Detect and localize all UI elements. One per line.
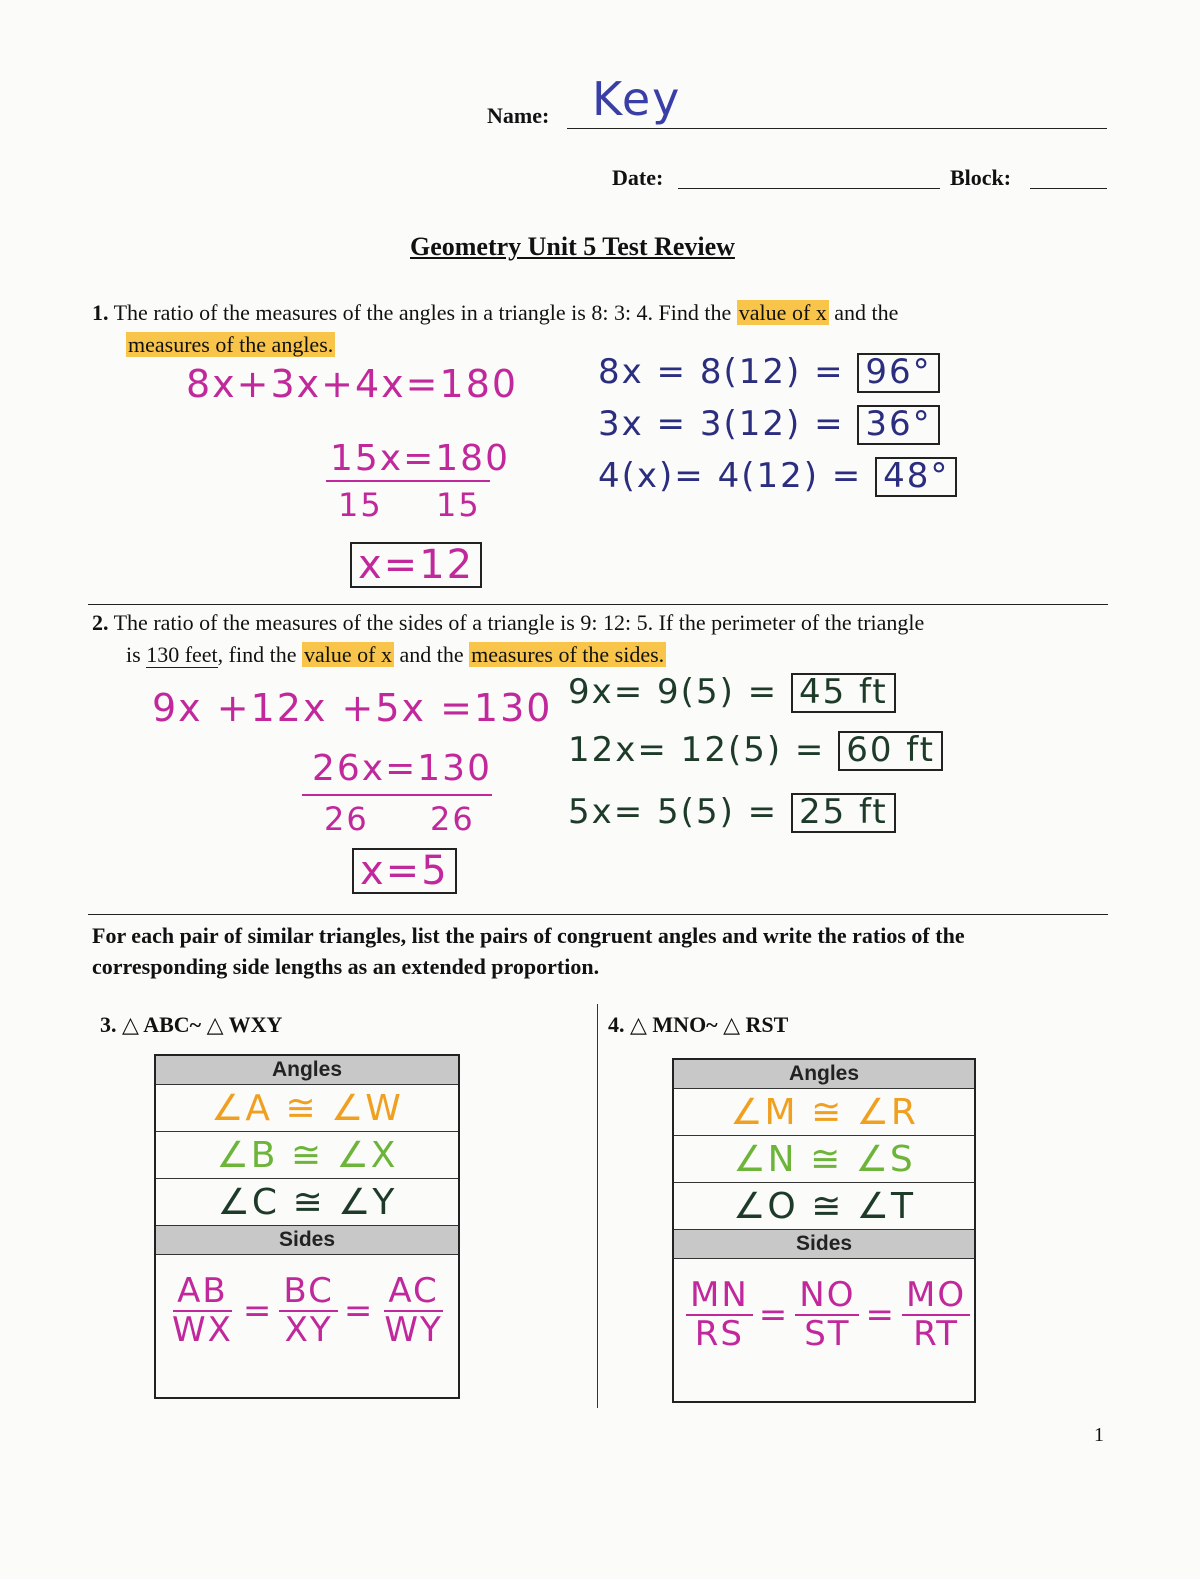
q1-division-bar bbox=[326, 480, 490, 482]
q2-answer-row-3: 5x= 5(5) = 25 ft bbox=[568, 792, 896, 833]
q1-answer-x: x=12 bbox=[350, 542, 482, 588]
q3-sides-proportion: $\frac{AB}{WX}$ = $\frac{BC}{XY}$ = $\frac{AC}{WY}$ bbox=[155, 1255, 459, 1399]
q3-sides-header: Sides bbox=[155, 1226, 459, 1255]
q3-label: 3. △ ABC~ △ WXY bbox=[100, 1012, 283, 1037]
q4-label: 4. △ MNO~ △ RST bbox=[608, 1012, 789, 1037]
q3-angle-3: ∠C ≅ ∠Y bbox=[155, 1179, 459, 1226]
q3-ratio-1: $\frac{AB}{WX}$ bbox=[172, 1271, 233, 1351]
q4-ratio-2: $\frac{NO}{ST}$ bbox=[795, 1277, 859, 1354]
divider-1 bbox=[88, 604, 1108, 605]
q1-answer-row-2: 3x = 3(12) = 36° bbox=[598, 404, 940, 445]
instructions-text: For each pair of similar triangles, list the pairs of congruent angles and write the ratios of the corresponding side lengths as an extended proportion. bbox=[92, 923, 965, 979]
q4-angle-2: ∠N ≅ ∠S bbox=[673, 1136, 975, 1183]
q3-angles-header: Angles bbox=[155, 1055, 459, 1085]
q3-ratio-3: $\frac{AC}{WY}$ bbox=[384, 1271, 443, 1351]
page-number: 1 bbox=[1094, 1424, 1104, 1446]
divider-2 bbox=[88, 914, 1108, 915]
q4-angles-header: Angles bbox=[673, 1059, 975, 1089]
q4-sides-proportion: $\frac{MN}{RS}$ = $\frac{NO}{ST}$ = $\frac{MO}{RT}$ bbox=[673, 1259, 975, 1403]
q1-answer-row-1: 8x = 8(12) = 96° bbox=[598, 352, 940, 393]
q4-ratio-1: $\frac{MN}{RS}$ bbox=[686, 1277, 753, 1354]
q1-answer-row-3: 4(x)= 4(12) = 48° bbox=[598, 456, 957, 497]
column-divider bbox=[597, 1004, 598, 1408]
q2-text-line2: is 130 feet, find the value of x and the measures of the sides. bbox=[126, 642, 665, 667]
q1-divisor-left: 15 bbox=[338, 486, 383, 524]
q3-angle-1: ∠A ≅ ∠W bbox=[155, 1085, 459, 1132]
q2-answer-row-1: 9x= 9(5) = 45 ft bbox=[568, 672, 896, 713]
q2-divisor-right: 26 bbox=[430, 800, 475, 838]
q1-divisor-right: 15 bbox=[436, 486, 481, 524]
block-line bbox=[1030, 188, 1107, 189]
q1-work-simplified: 15x=180 bbox=[330, 438, 510, 479]
q2-number: 2. bbox=[92, 610, 109, 635]
q4-angle-3: ∠O ≅ ∠T bbox=[673, 1183, 975, 1230]
block-label: Block: bbox=[950, 165, 1012, 190]
q1-text-line2: measures of the angles. bbox=[128, 332, 334, 357]
name-line bbox=[567, 128, 1107, 129]
q1-number: 1. bbox=[92, 300, 109, 325]
q4-ratio-3: $\frac{MO}{RT}$ bbox=[902, 1277, 970, 1354]
q2-work-equation: 9x +12x +5x =130 bbox=[152, 686, 553, 730]
name-value: Key bbox=[592, 72, 682, 126]
date-line bbox=[678, 188, 940, 189]
date-label: Date: bbox=[612, 165, 664, 190]
q4-sides-header: Sides bbox=[673, 1230, 975, 1259]
name-label: Name: bbox=[487, 103, 550, 128]
page-title: Geometry Unit 5 Test Review bbox=[410, 232, 735, 261]
q2-division-bar bbox=[302, 794, 492, 796]
q4-table bbox=[672, 1058, 976, 1403]
q1-work-equation: 8x+3x+4x=180 bbox=[186, 362, 519, 406]
q2-text-line1: 2. The ratio of the measures of the sides of a triangle is 9: 12: 5. If the perimeter of the triangle bbox=[92, 610, 925, 635]
q2-answer-x: x=5 bbox=[352, 848, 457, 894]
q3-table bbox=[154, 1054, 460, 1399]
q2-answer-row-2: 12x= 12(5) = 60 ft bbox=[568, 730, 943, 771]
q2-divisor-left: 26 bbox=[324, 800, 369, 838]
q3-ratio-2: $\frac{BC}{XY}$ bbox=[279, 1273, 337, 1350]
q2-work-simplified: 26x=130 bbox=[312, 748, 492, 789]
q3-angle-2: ∠B ≅ ∠X bbox=[155, 1132, 459, 1179]
q1-text-line1: 1. The ratio of the measures of the angles in a triangle is 8: 3: 4. Find the value of x and the bbox=[92, 300, 899, 325]
q4-angle-1: ∠M ≅ ∠R bbox=[673, 1089, 975, 1136]
